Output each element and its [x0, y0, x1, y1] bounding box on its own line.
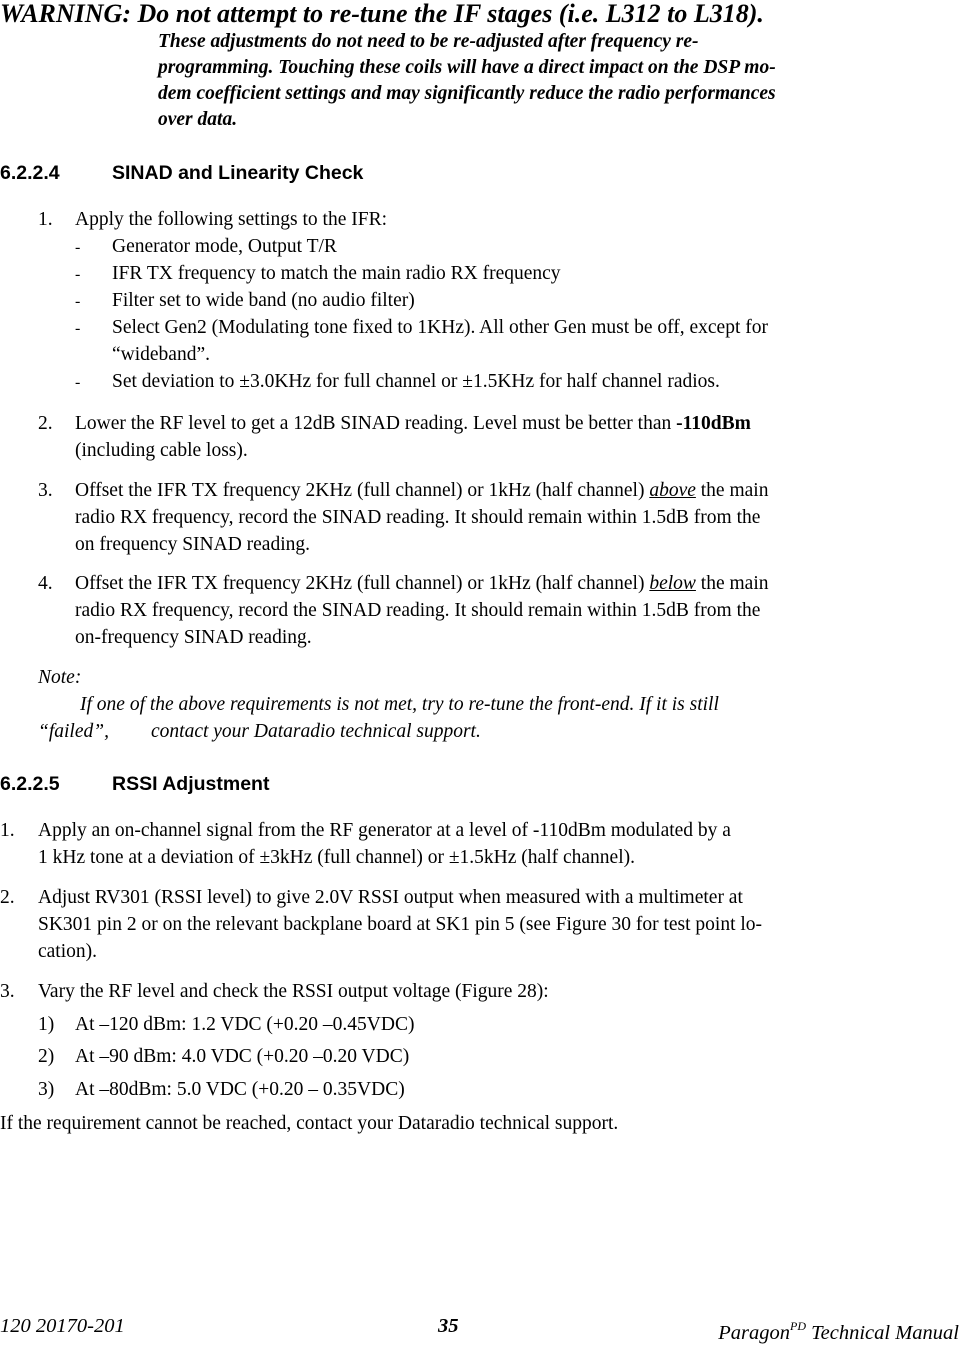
note-text: If one of the above requirements is not met, try to re-tune the front-end. If it is still	[80, 694, 719, 715]
list-marker: 4.	[38, 573, 53, 594]
footer-page-number: 35	[438, 1315, 459, 1337]
level-threshold: -110dBm	[676, 413, 751, 434]
bullet-dash: -	[75, 293, 81, 310]
bullet-dash: -	[75, 239, 81, 256]
bullet-item: Set deviation to ±3.0KHz for full channel or ±1.5KHz for half channel radios.	[112, 371, 720, 392]
sinad-step-2-continued: (including cable loss).	[75, 440, 248, 461]
step-text: Lower the RF level to get a 12dB SINAD reading. Level must be better than	[75, 413, 677, 434]
section-number: 6.2.2.4	[0, 162, 60, 184]
warning-line: over data.	[158, 109, 238, 130]
sinad-step-1: Apply the following settings to the IFR:	[75, 209, 387, 230]
rssi-step-2: Adjust RV301 (RSSI level) to give 2.0V RSSI output when measured with a multimeter at	[38, 887, 743, 908]
warning-body	[158, 29, 918, 133]
step-text: the main	[695, 573, 769, 594]
sinad-step-4-continued: on-frequency SINAD reading.	[75, 627, 312, 648]
list-marker: 2.	[0, 887, 15, 908]
rssi-step-2-continued: SK301 pin 2 or on the relevant backplane board at SK1 pin 5 (see Figure 30 for test point lo-	[38, 914, 763, 935]
section-heading-rssi	[0, 772, 600, 796]
list-marker: 1.	[38, 209, 53, 230]
rssi-subitem: At –120 dBm: 1.2 VDC (+0.20 –0.45VDC)	[75, 1014, 415, 1035]
sinad-step-4	[75, 572, 769, 596]
bullet-dash: -	[75, 374, 81, 391]
emphasis-above: above	[649, 480, 696, 501]
section-title: SINAD and Linearity Check	[112, 162, 364, 184]
rssi-subitem: At –90 dBm: 4.0 VDC (+0.20 –0.20 VDC)	[75, 1046, 410, 1067]
warning-line: These adjustments do not need to be re-adjusted after frequency re-	[158, 31, 699, 52]
bullet-item: Generator mode, Output T/R	[112, 236, 337, 257]
rssi-step-3: Vary the RF level and check the RSSI output voltage (Figure 28):	[38, 981, 549, 1002]
footer-doc-number: 120 20170-201	[0, 1315, 125, 1337]
sinad-step-2	[75, 412, 751, 436]
sinad-step-4-continued: radio RX frequency, record the SINAD reading. It should remain within 1.5dB from the	[75, 600, 761, 621]
step-text: the main	[695, 480, 769, 501]
section-heading-sinad	[0, 161, 600, 185]
bullet-dash: -	[75, 266, 81, 283]
note-label: Note:	[38, 667, 82, 688]
warning-line: dem coefficient settings and may significantly reduce the radio performances	[158, 83, 776, 104]
footer-manual-title	[718, 1314, 959, 1345]
manual-title-text: Technical Manual	[806, 1322, 959, 1344]
sublist-marker: 3)	[38, 1079, 55, 1100]
emphasis-below: below	[649, 573, 696, 594]
bullet-item-continued: “wideband”.	[112, 344, 210, 365]
bullet-item: Select Gen2 (Modulating tone fixed to 1KHz). All other Gen must be off, except for	[112, 317, 768, 338]
note-failed: “failed”,	[38, 721, 109, 742]
bullet-dash: -	[75, 320, 81, 337]
list-marker: 2.	[38, 413, 53, 434]
list-marker: 3.	[0, 981, 15, 1002]
sinad-step-3-continued: radio RX frequency, record the SINAD reading. It should remain within 1.5dB from the	[75, 507, 761, 528]
list-marker: 1.	[0, 820, 15, 841]
sublist-marker: 1)	[38, 1014, 55, 1035]
section-number: 6.2.2.5	[0, 773, 60, 795]
note-contact: contact your Dataradio technical support.	[151, 721, 481, 742]
warning-line: programming. Touching these coils will have a direct impact on the DSP mo-	[158, 57, 776, 78]
brand-name: Paragon	[718, 1322, 791, 1344]
section-title: RSSI Adjustment	[112, 773, 270, 795]
rssi-step-1-continued: 1 kHz tone at a deviation of ±3kHz (full channel) or ±1.5kHz (half channel).	[38, 847, 635, 868]
brand-superscript: PD	[790, 1319, 807, 1333]
step-text: Offset the IFR TX frequency 2KHz (full channel) or 1kHz (half channel)	[75, 573, 650, 594]
rssi-step-1: Apply an on-channel signal from the RF generator at a level of -110dBm modulated by a	[38, 820, 731, 841]
bullet-item: IFR TX frequency to match the main radio RX frequency	[112, 263, 561, 284]
rssi-subitem: At –80dBm: 5.0 VDC (+0.20 – 0.35VDC)	[75, 1079, 405, 1100]
step-text: Offset the IFR TX frequency 2KHz (full channel) or 1kHz (half channel)	[75, 480, 650, 501]
warning-title: WARNING: Do not attempt to re-tune the IF stages (i.e. L312 to L318).	[0, 0, 764, 28]
sinad-step-3	[75, 479, 768, 503]
sublist-marker: 2)	[38, 1046, 55, 1067]
list-marker: 3.	[38, 480, 53, 501]
sinad-step-3-continued: on frequency SINAD reading.	[75, 534, 311, 555]
closing-statement: If the requirement cannot be reached, contact your Dataradio technical support.	[0, 1113, 619, 1134]
bullet-item: Filter set to wide band (no audio filter)	[112, 290, 415, 311]
rssi-step-2-continued: cation).	[38, 941, 98, 962]
